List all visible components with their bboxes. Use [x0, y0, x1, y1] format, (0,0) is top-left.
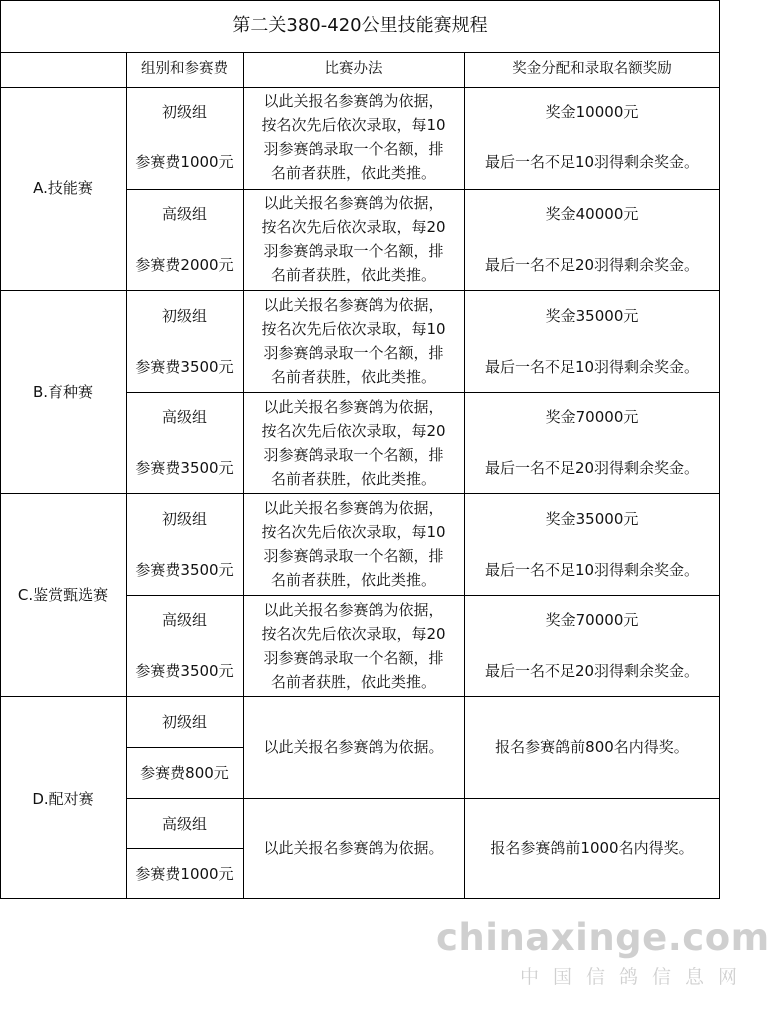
header-method: 比赛办法: [324, 61, 383, 77]
method-line: 按名次先后依次录取，每20: [261, 218, 446, 236]
method-line: 以此关报名参赛鸽为依据，: [263, 601, 444, 619]
method-line: 按名次先后依次录取，每20: [261, 625, 446, 643]
grid-line: [126, 848, 243, 849]
group-label: 初级组: [161, 510, 207, 528]
grid-line: [719, 0, 720, 899]
prize-amount: 奖金70000元: [545, 408, 639, 426]
prize-note: 最后一名不足10羽得剩余奖金。: [484, 561, 700, 579]
grid-line: [0, 0, 1, 899]
prize-amount: 奖金70000元: [545, 611, 639, 629]
grid-line: [0, 0, 720, 1]
method-line: 名前者获胜，依此类推。: [270, 368, 436, 386]
method-text: [243, 395, 464, 491]
method-text: [243, 496, 464, 592]
method-line: 按名次先后依次录取，每10: [261, 523, 446, 541]
entry-fee: 参赛费1000元: [135, 865, 234, 883]
entry-fee: 参赛费800元: [140, 764, 229, 782]
prize-note: 最后一名不足20羽得剩余奖金。: [484, 459, 700, 477]
header-prize: 奖金分配和录取名额奖励: [512, 61, 672, 77]
section-name: A.技能赛: [33, 179, 93, 197]
grid-line: [0, 493, 720, 494]
entry-fee: 参赛费1000元: [135, 153, 234, 171]
method-line: 以此关报名参赛鸽为依据，: [263, 398, 444, 416]
grid-line: [0, 290, 720, 291]
prize-amount: 奖金35000元: [545, 307, 639, 325]
prize-amount: 奖金10000元: [545, 103, 639, 121]
prize-note: 最后一名不足20羽得剩余奖金。: [484, 662, 700, 680]
watermark-site: chinaxinge.com: [436, 916, 770, 959]
method-line: 羽参赛鸽录取一个名额，排: [263, 547, 444, 565]
method-line: 以此关报名参赛鸽为依据。: [263, 738, 444, 756]
method-line: 名前者获胜，依此类推。: [270, 266, 436, 284]
method-line: 羽参赛鸽录取一个名额，排: [263, 344, 444, 362]
entry-fee: 参赛费3500元: [135, 662, 234, 680]
entry-fee: 参赛费3500元: [135, 561, 234, 579]
entry-fee: 参赛费2000元: [135, 256, 234, 274]
entry-fee: 参赛费3500元: [135, 459, 234, 477]
grid-line: [0, 898, 720, 899]
group-label: 高级组: [161, 205, 207, 223]
grid-line: [243, 52, 244, 899]
method-line: 羽参赛鸽录取一个名额，排: [263, 649, 444, 667]
grid-line: [126, 798, 720, 799]
prize-amount: 奖金40000元: [545, 205, 639, 223]
method-line: 按名次先后依次录取，每10: [261, 116, 446, 134]
method-line: 以此关报名参赛鸽为依据，: [263, 92, 444, 110]
entry-fee: 参赛费3500元: [135, 358, 234, 376]
method-text: [243, 735, 464, 759]
method-line: 以此关报名参赛鸽为依据，: [263, 194, 444, 212]
table-title: 第二关380-420公里技能赛规程: [232, 15, 488, 36]
watermark-name: 中国信鸽信息网: [520, 966, 752, 988]
method-line: 以此关报名参赛鸽为依据，: [263, 499, 444, 517]
group-label: 高级组: [161, 611, 207, 629]
prize-amount: 报名参赛鸽前800名内得奖。: [495, 738, 689, 756]
group-label: 初级组: [161, 103, 207, 121]
method-line: 名前者获胜，依此类推。: [270, 571, 436, 589]
method-text: [243, 293, 464, 389]
method-line: 名前者获胜，依此类推。: [270, 470, 436, 488]
prize-note: 最后一名不足20羽得剩余奖金。: [484, 256, 700, 274]
grid-line: [0, 87, 720, 88]
group-label: 高级组: [161, 815, 207, 833]
method-line: 以此关报名参赛鸽为依据，: [263, 296, 444, 314]
section-name: C.鉴赏甄选赛: [17, 586, 109, 604]
group-label: 初级组: [161, 307, 207, 325]
method-line: 名前者获胜，依此类推。: [270, 164, 436, 182]
grid-line: [126, 189, 720, 190]
method-line: 羽参赛鸽录取一个名额，排: [263, 140, 444, 158]
group-label: 初级组: [161, 713, 207, 731]
method-line: 名前者获胜，依此类推。: [270, 673, 436, 691]
section-name: B.育种赛: [32, 383, 94, 401]
prize-note: 最后一名不足10羽得剩余奖金。: [484, 358, 700, 376]
prize-note: 最后一名不足10羽得剩余奖金。: [484, 153, 700, 171]
grid-line: [126, 52, 127, 899]
grid-line: [126, 392, 720, 393]
header-group-fee: 组别和参赛费: [141, 61, 228, 77]
section-name: D.配对赛: [32, 790, 94, 808]
grid-line: [464, 52, 465, 899]
grid-line: [126, 747, 243, 748]
method-text: [243, 89, 464, 185]
method-text: [243, 191, 464, 287]
method-line: 按名次先后依次录取，每20: [261, 422, 446, 440]
method-text: [243, 836, 464, 860]
method-line: 羽参赛鸽录取一个名额，排: [263, 242, 444, 260]
grid-line: [126, 595, 720, 596]
prize-amount: 报名参赛鸽前1000名内得奖。: [490, 839, 694, 857]
grid-line: [0, 696, 720, 697]
method-line: 羽参赛鸽录取一个名额，排: [263, 446, 444, 464]
grid-line: [0, 52, 720, 53]
prize-amount: 奖金35000元: [545, 510, 639, 528]
method-line: 按名次先后依次录取，每10: [261, 320, 446, 338]
group-label: 高级组: [161, 408, 207, 426]
method-line: 以此关报名参赛鸽为依据。: [263, 839, 444, 857]
method-text: [243, 598, 464, 694]
